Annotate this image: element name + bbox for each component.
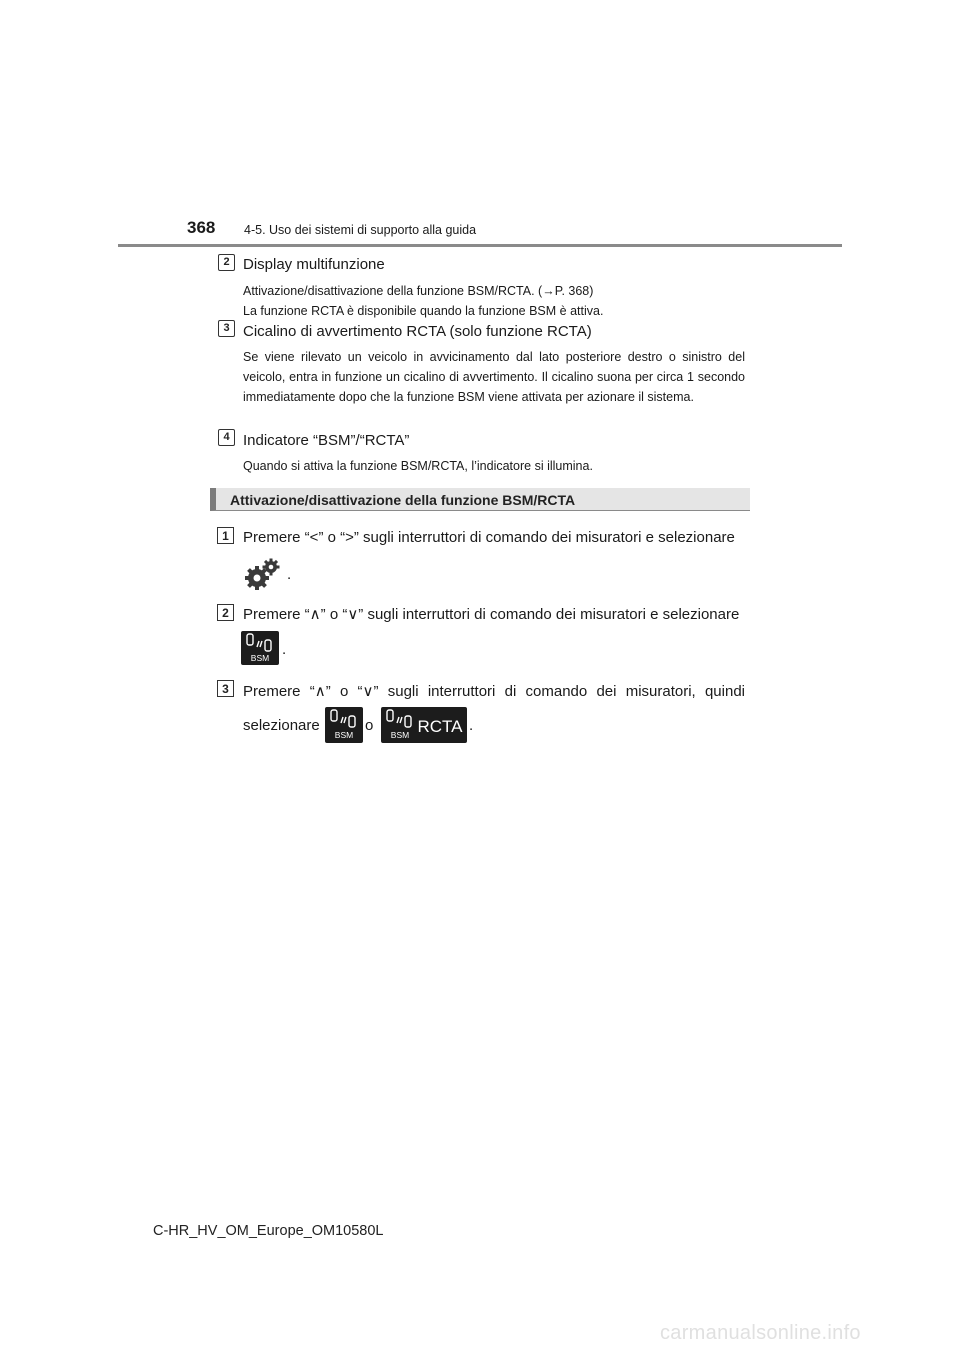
item-body-line: La funzione RCTA è disponibile quando la funzione BSM è attiva. xyxy=(243,304,604,318)
step-suffix: . xyxy=(287,566,292,583)
header-rule xyxy=(118,244,842,247)
step-number: 1 xyxy=(217,527,234,544)
step-number: 2 xyxy=(217,604,234,621)
item-title: Indicatore “BSM”/“RCTA” xyxy=(243,432,410,449)
step-suffix: . xyxy=(469,717,474,734)
step-text-continued: selezionare xyxy=(243,717,320,734)
watermark: carmanualsonline.info xyxy=(660,1322,861,1344)
document-code: C-HR_HV_OM_Europe_OM10580L xyxy=(153,1223,384,1239)
bsm-icon xyxy=(241,631,279,665)
section-band xyxy=(210,488,750,511)
item-number-badge: 2 xyxy=(218,254,235,271)
page-number: 368 xyxy=(187,218,216,237)
step-number: 3 xyxy=(217,680,234,697)
step-connector: o xyxy=(365,717,374,734)
item-body: Quando si attiva la funzione BSM/RCTA, l’indicatore si illumina. xyxy=(243,459,593,473)
item-number-badge: 4 xyxy=(218,429,235,446)
item-body: Se viene rilevato un veicolo in avvicinamento dal lato posteriore destro o sinistro del veicolo, entra in funzione un cicalino di avvertimento. Il cicalino suona per circa 1 secondo immediatamente dopo che la funzione BSM viene attivata per azionare il sistema. xyxy=(243,350,745,404)
item-title: Display multifunzione xyxy=(243,256,385,273)
item-body-line: Attivazione/disattivazione della funzione BSM/RCTA. (→P. 368) xyxy=(243,284,594,298)
bsm-icon-label: BSM xyxy=(390,730,410,740)
bsm-icon-label: BSM xyxy=(334,730,354,740)
section-title: 4-5. Uso dei sistemi di supporto alla guida xyxy=(244,223,477,237)
step-suffix: . xyxy=(282,641,287,658)
bsm-icon xyxy=(325,707,363,743)
item-title: Cicalino di avvertimento RCTA (solo funzione RCTA) xyxy=(243,323,592,340)
step-text: Premere “<” o “>” sugli interruttori di comando dei misuratori e selezionare xyxy=(243,529,735,546)
bsm-rcta-icon xyxy=(381,707,467,743)
bsm-icon-label: BSM xyxy=(250,653,270,663)
item-body xyxy=(243,281,745,321)
band-title: Attivazione/disattivazione della funzione BSM/RCTA xyxy=(230,492,576,508)
step-text: Premere “∧” o “∨” sugli interruttori di comando dei misuratori, quindi xyxy=(243,683,745,700)
gear-icon xyxy=(243,556,283,592)
step-text: Premere “∧” o “∨” sugli interruttori di comando dei misuratori e selezionare xyxy=(243,606,740,623)
item-number-badge: 3 xyxy=(218,320,235,337)
rcta-icon-label: RCTA xyxy=(417,717,463,736)
